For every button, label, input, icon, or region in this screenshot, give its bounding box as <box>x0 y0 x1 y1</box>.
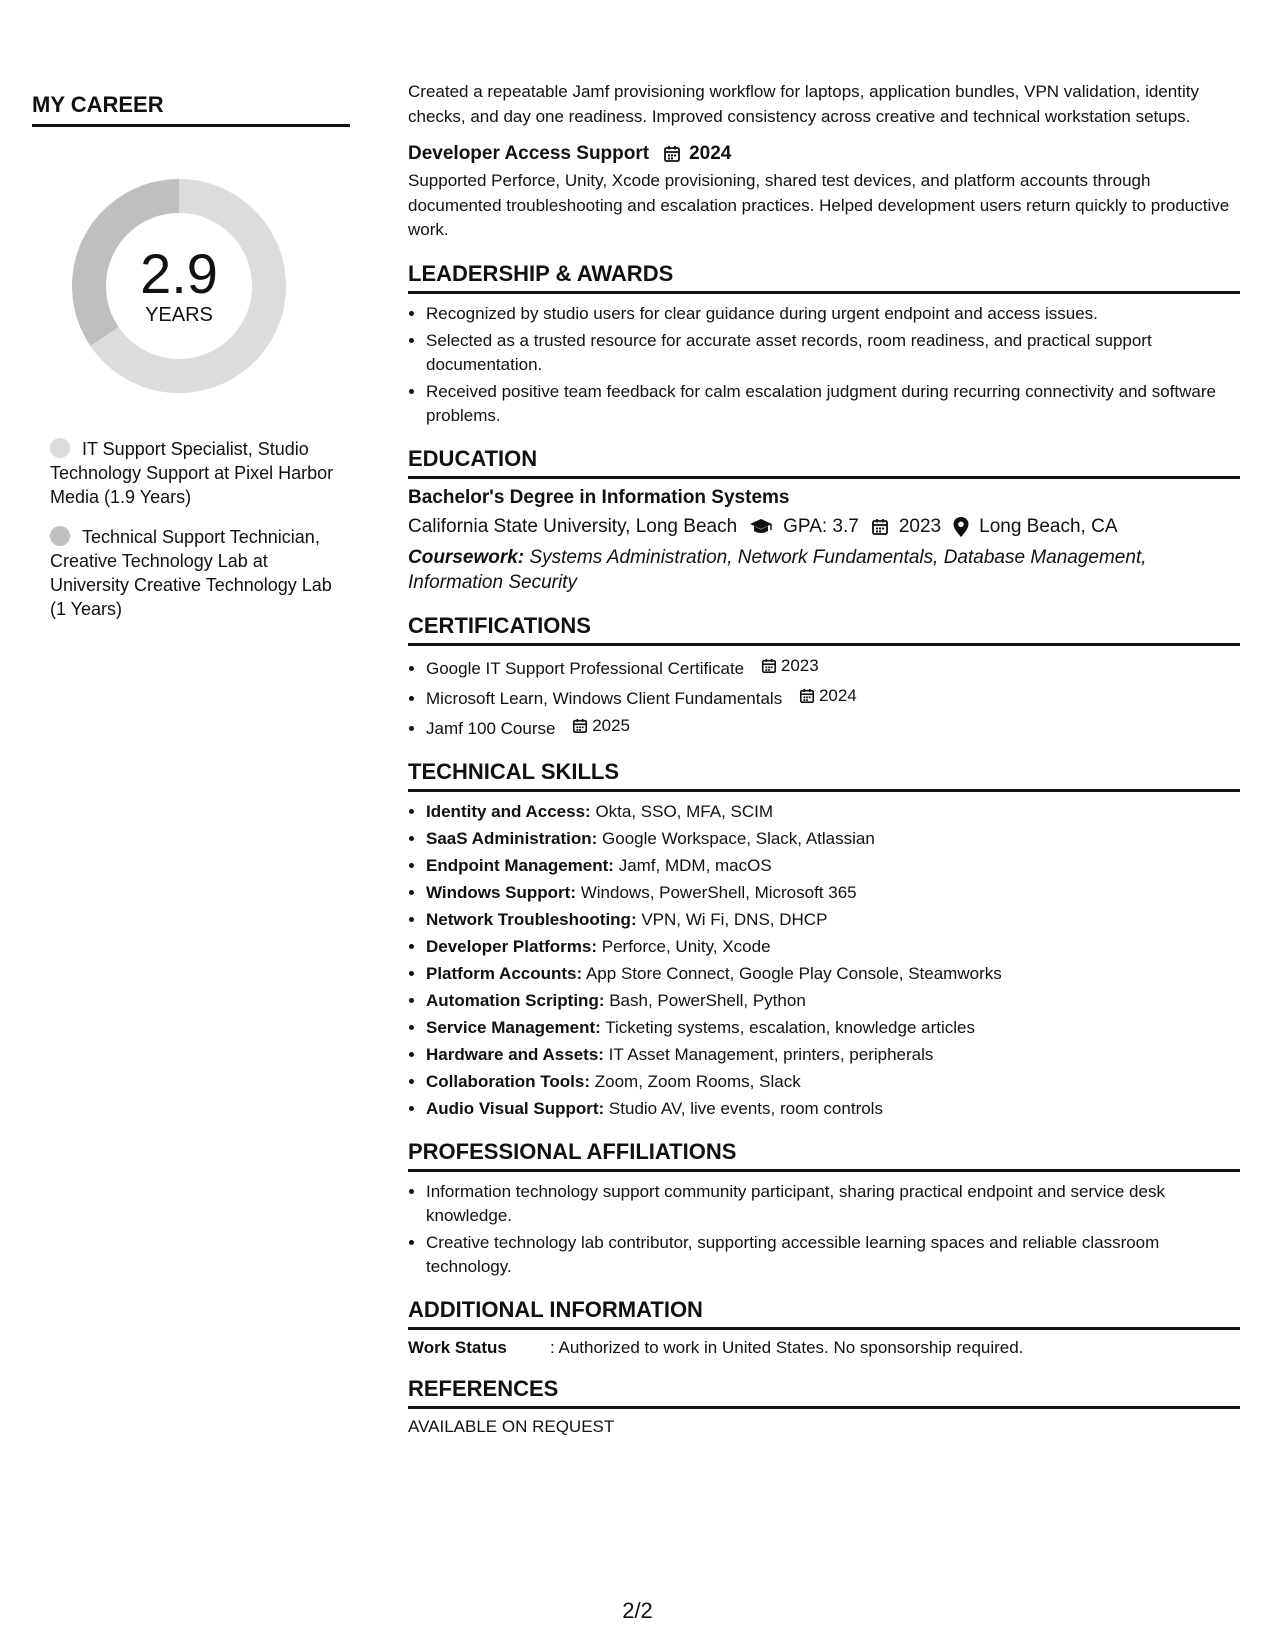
career-list <box>32 437 350 621</box>
skill-value: App Store Connect, Google Play Console, Steamworks <box>585 963 1002 983</box>
certifications-section-title: CERTIFICATIONS <box>408 613 1240 646</box>
education-degree: Bachelor's Degree in Information Systems <box>408 486 790 508</box>
leadership-section-title: LEADERSHIP & AWARDS <box>408 261 1240 294</box>
references-text: AVAILABLE ON REQUEST <box>408 1416 615 1436</box>
skill-value: Studio AV, live events, room controls <box>608 1098 883 1118</box>
legend-dot-icon <box>50 526 70 546</box>
graduation-cap-icon <box>749 518 773 536</box>
donut-center <box>64 171 294 401</box>
skill-label: Identity and Access: <box>426 801 591 821</box>
list-item: • Recognized by studio users for clear guidance during urgent endpoint and access issues. <box>426 302 1240 326</box>
calendar-icon <box>572 718 588 734</box>
calendar-icon <box>663 145 681 163</box>
calendar-icon <box>761 658 777 674</box>
skill-value: Bash, PowerShell, Python <box>609 990 806 1010</box>
skill-item <box>426 1070 1240 1094</box>
coursework-label: Coursework: <box>408 546 525 568</box>
skill-item <box>426 1016 1240 1040</box>
skill-label: Hardware and Assets: <box>426 1044 604 1064</box>
skill-item <box>426 881 1240 905</box>
skill-label: Developer Platforms: <box>426 936 597 956</box>
skill-value: Ticketing systems, escalation, knowledge articles <box>605 1017 975 1037</box>
list-item: • Information technology support community participant, sharing practical endpoint and service desk knowledge. <box>426 1180 1240 1228</box>
skill-label: Audio Visual Support: <box>426 1098 605 1118</box>
skill-item <box>426 1097 1240 1121</box>
references-section-title: REFERENCES <box>408 1376 1240 1409</box>
education-school: California State University, Long Beach <box>408 515 738 537</box>
skill-label: Collaboration Tools: <box>426 1071 591 1091</box>
page-number: 2/2 <box>622 1598 653 1623</box>
skill-label: Network Troubleshooting: <box>426 909 637 929</box>
skill-value: Google Workspace, Slack, Atlassian <box>602 828 875 848</box>
skills-section-title: TECHNICAL SKILLS <box>408 759 1240 792</box>
skill-item <box>426 854 1240 878</box>
career-item <box>50 437 350 509</box>
leadership-list <box>408 302 1240 428</box>
work-status-label: Work Status <box>408 1337 507 1357</box>
certifications-list <box>408 654 1240 741</box>
skill-item <box>426 800 1240 824</box>
skill-item <box>426 962 1240 986</box>
list-item <box>426 654 1240 681</box>
skill-value: IT Asset Management, printers, peripherals <box>608 1044 934 1064</box>
list-item: • Received positive team feedback for calm escalation judgment during recurring connectivity and software problems. <box>426 380 1240 428</box>
calendar-icon <box>799 688 815 704</box>
career-section-title: MY CAREER <box>32 92 350 127</box>
education-location: Long Beach, CA <box>979 515 1118 537</box>
cert-year: 2024 <box>818 685 857 705</box>
cert-year: 2025 <box>592 715 631 735</box>
skill-item <box>426 989 1240 1013</box>
total-years-value: 2.9 <box>140 241 218 305</box>
list-item: • Creative technology lab contributor, supporting accessible learning spaces and reliable classroom technology. <box>426 1231 1240 1279</box>
project-year: 2024 <box>689 143 732 164</box>
experience-paragraph: Created a repeatable Jamf provisioning workflow for laptops, application bundles, VPN validation, identity checks, and day one readiness. Improved consistency across creative and technical workstation setups. <box>408 82 1199 126</box>
list-item: • Selected as a trusted resource for accurate asset records, room readiness, and practical support documentation. <box>426 329 1240 377</box>
affiliations-section-title: PROFESSIONAL AFFILIATIONS <box>408 1139 1240 1172</box>
coursework-value: Systems Administration, Network Fundamentals, Database Management, Information Security <box>408 546 1147 593</box>
main-content <box>408 80 1240 1437</box>
list-item <box>426 684 1240 711</box>
skills-list <box>408 800 1240 1121</box>
skill-value: Jamf, MDM, macOS <box>618 855 772 875</box>
career-text: Technical Support Technician, Creative Technology Lab at University Creative Technology Lab (1 Years) <box>50 527 332 619</box>
list-item <box>426 714 1240 741</box>
education-details <box>408 513 1240 541</box>
skill-label: Windows Support: <box>426 882 576 902</box>
skill-item <box>426 1043 1240 1067</box>
skill-item <box>426 935 1240 959</box>
project-heading <box>408 143 1240 165</box>
skill-value: VPN, Wi Fi, DNS, DHCP <box>641 909 828 929</box>
education-section-title: EDUCATION <box>408 446 1240 479</box>
map-pin-icon <box>953 517 969 537</box>
work-status-row <box>408 1338 1240 1358</box>
education-gpa: GPA: 3.7 <box>783 515 859 537</box>
skill-value: Okta, SSO, MFA, SCIM <box>595 801 774 821</box>
cert-name: Google IT Support Professional Certificate <box>426 658 745 678</box>
affiliations-list <box>408 1180 1240 1279</box>
skill-value: Zoom, Zoom Rooms, Slack <box>594 1071 801 1091</box>
career-text: IT Support Specialist, Studio Technology Support at Pixel Harbor Media (1.9 Years) <box>50 439 334 507</box>
education-coursework <box>408 545 1240 595</box>
cert-year: 2023 <box>780 655 819 675</box>
project-title: Developer Access Support <box>408 143 650 164</box>
career-donut-chart <box>64 171 294 401</box>
skill-label: Service Management: <box>426 1017 601 1037</box>
skill-label: Platform Accounts: <box>426 963 583 983</box>
skill-item <box>426 827 1240 851</box>
legend-dot-icon <box>50 438 70 458</box>
cert-name: Jamf 100 Course <box>426 718 556 738</box>
cert-name: Microsoft Learn, Windows Client Fundamentals <box>426 688 783 708</box>
work-status-value: : Authorized to work in United States. No sponsorship required. <box>550 1337 1024 1357</box>
skill-value: Perforce, Unity, Xcode <box>601 936 771 956</box>
total-years-unit: YEARS <box>145 303 213 326</box>
skill-item <box>426 908 1240 932</box>
calendar-icon <box>871 518 889 536</box>
sidebar <box>32 92 350 637</box>
skill-label: Endpoint Management: <box>426 855 614 875</box>
skill-label: SaaS Administration: <box>426 828 598 848</box>
additional-section-title: ADDITIONAL INFORMATION <box>408 1297 1240 1330</box>
career-item <box>50 525 350 621</box>
skill-value: Windows, PowerShell, Microsoft 365 <box>580 882 857 902</box>
education-year: 2023 <box>898 515 942 537</box>
skill-label: Automation Scripting: <box>426 990 605 1010</box>
project-description: Supported Perforce, Unity, Xcode provisioning, shared test devices, and platform accounts through documented troubleshooting and escalation practices. Helped development users return quickly to productive work. <box>408 171 1230 239</box>
